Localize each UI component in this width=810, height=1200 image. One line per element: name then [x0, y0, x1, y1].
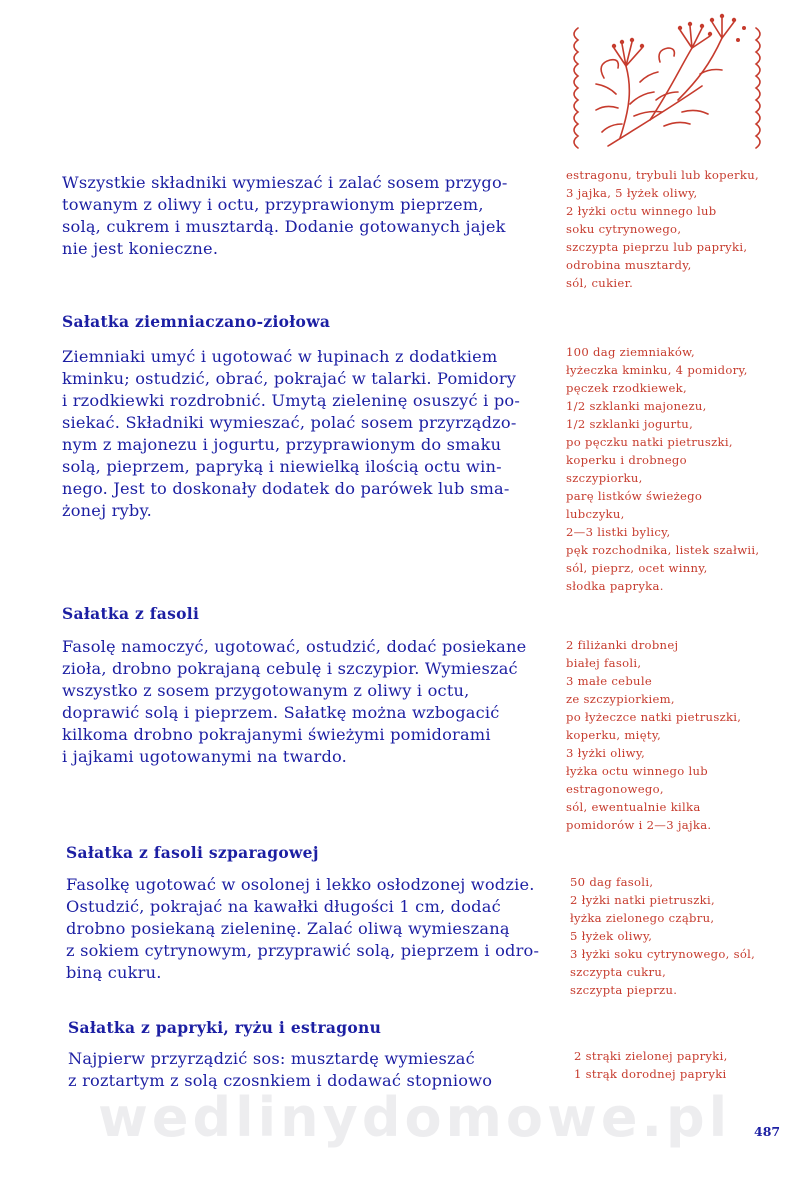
- recipe-title: Sałatka z papryki, ryżu i estragonu: [68, 1018, 382, 1037]
- paragraph-line: żonej ryby.: [62, 501, 153, 520]
- recipe-title: Sałatka ziemniaczano-ziołowa: [62, 312, 331, 331]
- ingredient-line: po pęczku natki pietruszki,: [566, 435, 733, 449]
- ingredient-line: odrobina musztardy,: [566, 258, 692, 272]
- paragraph-line: i jajkami ugotowanymi na twardo.: [62, 747, 348, 766]
- ingredient-line: szczypta pieprzu.: [570, 983, 678, 997]
- ingredient-line: pomidorów i 2—3 jajka.: [566, 818, 712, 832]
- ingredient-line: 3 jajka, 5 łyżek oliwy,: [566, 186, 698, 200]
- ingredient-line: 1/2 szklanki majonezu,: [566, 399, 707, 413]
- page-number: 487: [754, 1124, 781, 1139]
- paragraph-line: kminku; ostudzić, obrać, pokrajać w talarki. Pomidory: [62, 369, 517, 388]
- ingredient-line: koperku i drobnego: [566, 453, 687, 467]
- paragraph-line: siekać. Składniki wymieszać, polać sosem przyrządzo-: [62, 413, 517, 432]
- paragraph-line: kilkoma drobno pokrajanymi świeżymi pomidorami: [62, 725, 491, 744]
- paragraph-line: Ziemniaki umyć i ugotować w łupinach z dodatkiem: [62, 347, 498, 366]
- paragraph-line: solą, pieprzem, papryką i niewielką ilością octu win-: [62, 457, 502, 476]
- ingredient-line: szczypta pieprzu lub papryki,: [566, 240, 748, 254]
- ingredient-line: pęk rozchodnika, listek szałwii,: [566, 543, 760, 557]
- ingredient-line: soku cytrynowego,: [566, 222, 682, 236]
- paragraph-line: drobno posiekaną zieleninę. Zalać oliwą wymieszaną: [66, 919, 510, 938]
- ingredient-line: estragonu, trybuli lub koperku,: [566, 168, 759, 182]
- paragraph-line: z roztartym z solą czosnkiem i dodawać stopniowo: [68, 1071, 493, 1090]
- ingredient-line: po łyżeczce natki pietruszki,: [566, 710, 742, 724]
- paragraph-line: i rzodkiewki rozdrobnić. Umytą zieleninę osuszyć i po-: [62, 391, 521, 410]
- paragraph-line: biną cukru.: [66, 963, 162, 982]
- dill-herb-illustration: [560, 8, 780, 168]
- ingredient-line: parę listków świeżego: [566, 489, 703, 503]
- watermark: wedlinydomowe.pl: [98, 1086, 732, 1149]
- ingredient-line: sól, ewentualnie kilka: [566, 800, 701, 814]
- ingredient-line: pęczek rzodkiewek,: [566, 381, 687, 395]
- paragraph-line: Wszystkie składniki wymieszać i zalać sosem przygo-: [62, 173, 508, 192]
- paragraph-line: Najpierw przyrządzić sos: musztardę wymieszać: [68, 1049, 475, 1068]
- ingredient-line: łyżka zielonego cząbru,: [570, 911, 715, 925]
- recipe-title: Sałatka z fasoli: [62, 604, 200, 623]
- paragraph-line: towanym z oliwy i octu, przyprawionym pieprzem,: [62, 195, 484, 214]
- recipe-ingredients: [566, 636, 741, 834]
- recipe-instructions: [62, 636, 526, 768]
- paragraph-line: z sokiem cytrynowym, przyprawić solą, pieprzem i odro-: [66, 941, 540, 960]
- dill-sprig-icon: [574, 18, 760, 148]
- paragraph-line: Ostudzić, pokrajać na kawałki długości 1 cm, dodać: [66, 897, 501, 916]
- paragraph-line: doprawić solą i pieprzem. Sałatkę można wzbogacić: [62, 703, 500, 722]
- intro-paragraph: [62, 172, 508, 260]
- ingredient-line: 2 łyżki octu winnego lub: [566, 204, 717, 218]
- ingredient-line: lubczyku,: [566, 507, 625, 521]
- ingredient-line: szczypta cukru,: [570, 965, 667, 979]
- recipe-instructions: [62, 346, 520, 522]
- paragraph-line: nie jest konieczne.: [62, 239, 219, 258]
- recipe-instructions: [66, 874, 539, 984]
- recipe-ingredients: [566, 343, 759, 595]
- ingredient-line: 5 łyżek oliwy,: [570, 929, 653, 943]
- paragraph-line: solą, cukrem i musztardą. Dodanie gotowanych jajek: [62, 217, 506, 236]
- ingredient-line: łyżka octu winnego lub: [566, 764, 709, 778]
- paragraph-line: nego. Jest to doskonały dodatek do parówek lub sma-: [62, 479, 510, 498]
- ingredient-line: sól, pieprz, ocet winny,: [566, 561, 708, 575]
- ingredient-line: koperku, mięty,: [566, 728, 662, 742]
- ingredient-line: sól, cukier.: [566, 276, 634, 290]
- recipe-title: Sałatka z fasoli szparagowej: [66, 843, 319, 862]
- paragraph-line: wszystko z sosem przygotowanym z oliwy i octu,: [62, 681, 470, 700]
- ingredient-line: 2 filiżanki drobnej: [566, 638, 679, 652]
- ingredient-line: 2 łyżki natki pietruszki,: [570, 893, 715, 907]
- ingredient-line: 50 dag fasoli,: [570, 875, 654, 889]
- recipe-ingredients: [570, 873, 755, 999]
- ingredient-line: 1 strąk dorodnej papryki: [574, 1067, 727, 1081]
- ingredient-line: szczypiorku,: [566, 471, 643, 485]
- ingredient-line: łyżeczka kminku, 4 pomidory,: [566, 363, 748, 377]
- ingredient-line: 2—3 listki bylicy,: [566, 525, 671, 539]
- ingredient-line: 100 dag ziemniaków,: [566, 345, 695, 359]
- ingredient-line: 3 łyżki soku cytrynowego, sól,: [570, 947, 756, 961]
- ingredient-line: słodka papryka.: [566, 579, 664, 593]
- paragraph-line: Fasolkę ugotować w osolonej i lekko osłodzonej wodzie.: [66, 875, 535, 894]
- ingredient-line: 3 łyżki oliwy,: [566, 746, 646, 760]
- ingredient-line: 3 małe cebule: [566, 674, 652, 688]
- ingredient-line: białej fasoli,: [566, 656, 642, 670]
- ingredient-line: 2 strąki zielonej papryki,: [574, 1049, 728, 1063]
- ingredient-line: estragonowego,: [566, 782, 664, 796]
- ingredient-line: 1/2 szklanki jogurtu,: [566, 417, 694, 431]
- paragraph-line: zioła, drobno pokrajaną cebulę i szczypior. Wymieszać: [62, 659, 518, 678]
- recipe-ingredients: [574, 1047, 728, 1083]
- paragraph-line: nym z majonezu i jogurtu, przyprawionym do smaku: [62, 435, 502, 454]
- paragraph-line: Fasolę namoczyć, ugotować, ostudzić, dodać posiekane: [62, 637, 527, 656]
- ingredient-line: ze szczypiorkiem,: [566, 692, 675, 706]
- intro-ingredients: [566, 166, 759, 292]
